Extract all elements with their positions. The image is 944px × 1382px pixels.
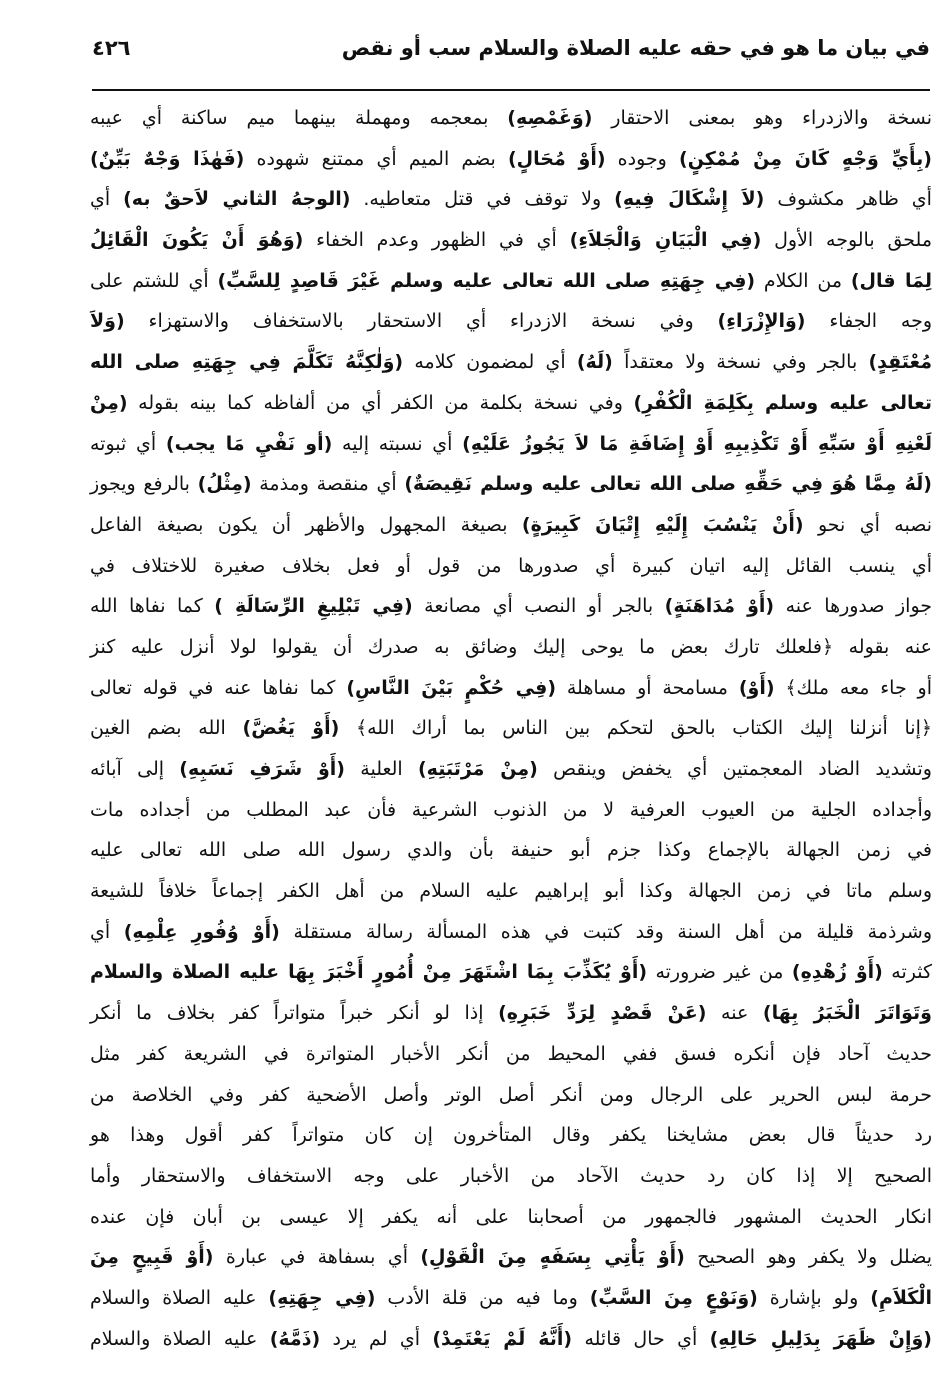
text-line xyxy=(90,139,932,180)
commentary-text: أي بسفاهة في عبارة xyxy=(213,1246,421,1269)
quoted-matn-text: وَتَوَاتَرَ الْخَبَرُ بِهَا) xyxy=(762,1002,932,1025)
commentary-text: كما نفاها عنه في قوله تعالى xyxy=(90,676,347,699)
commentary-text: ﴿إنا أنزلنا إليك الكتاب بالحق لتحكم بين الناس بما أراك الله﴾ xyxy=(339,717,932,740)
commentary-text: أي للشتم على xyxy=(90,269,218,292)
commentary-text: من غير ضرورته xyxy=(647,961,792,984)
quoted-matn-text: (لَهُ مِمَّا هُوَ فِي حَقِّهِ صلى الله تعالى عليه وسلم نَقِيصَةٌ) xyxy=(404,473,932,496)
quoted-matn-text: (وَغَمْصِهِ) xyxy=(507,107,593,129)
commentary-text: عليه الصلاة والسلام xyxy=(90,1327,270,1350)
commentary-text: رد حديثاً قال بعض مشايخنا يكفر وقال المتأخرون إن كان متواتراً كفر أقول وهذا هو xyxy=(90,1124,932,1147)
text-line xyxy=(90,464,932,505)
commentary-text: أي ظاهر مكشوف xyxy=(764,188,932,211)
quoted-matn-text: (وَلاَ xyxy=(90,310,125,333)
quoted-matn-text: (أو نَفْيِ مَا يجب) xyxy=(165,432,333,455)
quoted-matn-text: لِمَا قال) xyxy=(850,269,932,292)
commentary-text: حرمة لبس الحرير على الرجال ومن أنكر أصل الوتر وأصل الأضحية كفر وفي الخلاصة من xyxy=(90,1083,932,1106)
quoted-matn-text: (فِي حُكْمٍ بَيْنَ النَّاسِ) xyxy=(346,676,557,699)
text-line xyxy=(90,668,932,709)
commentary-text: عنه بقوله ﴿فلعلك تارك بعض ما يوحى إليك وضائق به صدرك أن يقولوا لولا أنزل عليه كنز xyxy=(90,635,932,658)
commentary-text: أي لمضمون كلامه xyxy=(403,351,577,374)
text-line xyxy=(90,1075,932,1116)
commentary-text: أو جاء معه ملك﴾ xyxy=(774,676,932,699)
quoted-matn-text: (أَوْ وُفُورِ عِلْمِهِ) xyxy=(123,920,280,943)
commentary-text: من الكلام xyxy=(755,269,851,292)
quoted-matn-text: (فِي تَبْلِيغِ الرِّسَالَةِ ) xyxy=(214,595,413,618)
quoted-matn-text: (ذَمَّهُ) xyxy=(269,1327,321,1350)
commentary-text: العلية xyxy=(345,758,418,780)
commentary-text: جواز صدورها عنه xyxy=(774,595,933,618)
text-line xyxy=(90,1237,932,1278)
quoted-matn-text: (فِي جِهَتِهِ) xyxy=(268,1286,376,1309)
text-line xyxy=(90,505,932,546)
text-line xyxy=(90,220,932,261)
header-rule xyxy=(92,89,930,91)
text-line xyxy=(90,1319,932,1360)
commentary-text: أي ثبوته xyxy=(90,432,166,455)
quoted-matn-text: لَعْنِهِ أَوْ سَبِّهِ أَوْ تَكْذِيبِهِ أَوْ إِضَافَةِ مَا لاَ يَجُوزُ عَلَيْهِ) xyxy=(462,432,933,455)
commentary-text: ولو بإشارة xyxy=(757,1286,871,1309)
commentary-text: كما نفاها الله xyxy=(90,595,215,618)
quoted-matn-text: (عَنْ قَصْدٍ لِرَدِّ خَبَرِهِ) xyxy=(498,1002,707,1025)
commentary-text: أي حال قائله xyxy=(572,1327,710,1350)
text-line xyxy=(90,301,932,342)
commentary-text: أي منقصة ومذمة xyxy=(251,473,405,496)
quoted-matn-text: الْكَلاَمِ) xyxy=(870,1286,932,1309)
commentary-text: انكار الحديث المشهور فالجمهور من أصحابنا على أنه يكفر إلا عيسى بن أبان فإن عنده xyxy=(90,1205,932,1228)
commentary-text: وفي نسخة الازدراء أي الاستحقار بالاستخفاف والاستهزاء xyxy=(124,310,718,333)
commentary-text: بمعجمه ومهملة بينهما ميم ساكنة أي عيبه xyxy=(90,107,508,129)
commentary-text: أي xyxy=(90,920,124,943)
commentary-text: وجوده xyxy=(605,147,680,170)
commentary-text: وسلم ماتا في زمن الجهالة وكذا أبو إبراهيم عليه السلام من أهل الكفر إجماعاً خلافاً للشيعة xyxy=(90,880,932,903)
commentary-text: وفي نسخة بكلمة من الكفر أي من ألفاظه كما بينه بقوله xyxy=(127,391,634,414)
commentary-text: بالرفع ويجوز xyxy=(90,473,198,496)
commentary-text: وجه الجفاء xyxy=(805,310,932,333)
text-line xyxy=(90,871,932,912)
quoted-matn-text: (الوجهُ الثاني لاَحقٌ به) xyxy=(123,188,351,211)
quoted-matn-text: (أَوْ قَبِيحٍ مِنَ xyxy=(90,1246,214,1269)
commentary-text: كثرته xyxy=(882,961,932,984)
commentary-text: ولا توقف في قتل متعاطيه. xyxy=(350,188,615,211)
text-line xyxy=(90,790,932,831)
running-header xyxy=(92,30,930,74)
commentary-text: أي نسبته إليه xyxy=(332,432,463,455)
text-line xyxy=(90,1156,932,1197)
quoted-matn-text: (مِنْ مَرْتَبَتِهِ) xyxy=(418,758,538,780)
text-line xyxy=(90,261,932,302)
text-line xyxy=(90,830,932,871)
quoted-matn-text: (وَلٰكِنَّهُ تَكَلَّمَ فِي جِهَتِهِ صلى الله xyxy=(90,351,404,374)
quoted-matn-text: (فَهٰذَا وَجْهٌ بَيِّنٌ) xyxy=(90,147,245,170)
text-line xyxy=(90,1034,932,1075)
text-line xyxy=(90,383,932,424)
page-number: ٤٢٦ xyxy=(92,36,131,60)
commentary-text: إذا لو أنكر خبراً متواتراً كفر بخلاف ما أنكر xyxy=(90,1002,499,1025)
quoted-matn-text: مُعْتَقِدٍ) xyxy=(868,351,933,374)
commentary-text: يضلل ولا يكفر وهو الصحيح xyxy=(684,1246,932,1269)
text-line xyxy=(90,952,932,993)
quoted-matn-text: (أَوْ زُهْدِهِ) xyxy=(791,961,883,984)
quoted-matn-text: (لَهُ) xyxy=(576,351,613,374)
quoted-matn-text: (وَهُوَ أَنْ يَكُونَ الْقَائِلُ xyxy=(90,229,304,252)
commentary-text: بضم الميم أي ممتنع شهوده xyxy=(244,147,508,170)
text-line xyxy=(90,627,932,668)
quoted-matn-text: (مِثْلُ) xyxy=(197,473,252,496)
text-line xyxy=(90,708,932,749)
commentary-text: وما فيه من قلة الأدب xyxy=(375,1286,590,1309)
running-title: في بيان ما هو في حقه عليه الصلاة والسلام سب أو نقص xyxy=(341,36,930,60)
commentary-text: بصيغة المجهول والأظهر أن يكون بصيغة الفاعل xyxy=(90,513,522,536)
commentary-text: بالجر أو النصب أي مصانعة xyxy=(412,595,665,618)
commentary-text: الصحيح إلا إذا كان رد حديث الآحاد من الأخبار على وجه الاستخفاف والاستحقار وأما xyxy=(90,1164,932,1187)
text-line xyxy=(90,912,932,953)
commentary-text: وتشديد الضاد المعجمتين أي يخفض وينقص xyxy=(537,758,932,780)
commentary-text: في زمن الجهالة بالإجماع وكذا جزم أبو حنيفة بأن والدي رسول الله صلى الله تعالى عليه xyxy=(90,839,932,862)
commentary-text: أي لم يرد xyxy=(320,1327,433,1350)
quoted-matn-text: (لاَ إِشْكَالَ فِيهِ) xyxy=(614,188,765,211)
quoted-matn-text: (أَوْ يَأْتِي بِسَفَهٍ مِنَ الْقَوْلِ) xyxy=(420,1246,685,1269)
quoted-matn-text: (أَنَّهُ لَمْ يَعْتَمِدْ) xyxy=(432,1327,573,1350)
commentary-text: وأجداده الجلية من العيوب العرفية لا من الذنوب الشرعية فأن عبد المطلب من أجداده مات xyxy=(90,798,932,821)
text-line xyxy=(90,546,932,587)
quoted-matn-text: (أَوْ مُدَاهَنَةٍ) xyxy=(664,595,775,618)
quoted-matn-text: (وَالإِزْرَاءِ) xyxy=(717,310,806,333)
text-line xyxy=(90,424,932,465)
quoted-matn-text: (أَوْ) xyxy=(738,676,775,699)
text-line xyxy=(90,179,932,220)
text-line xyxy=(90,1197,932,1238)
quoted-matn-text: (أَوْ شَرَفِ نَسَبِهِ) xyxy=(179,758,345,780)
commentary-text: الله بضم الغين xyxy=(90,717,243,740)
text-line xyxy=(90,749,932,790)
commentary-text: نسخة والازدراء وهو بمعنى الاحتقار xyxy=(592,107,932,129)
quoted-matn-text: (أَوْ مُحَالٍ) xyxy=(508,147,606,170)
text-line xyxy=(90,98,932,139)
quoted-matn-text: (أَوْ يَغُضَّ) xyxy=(242,717,340,740)
commentary-text: عليه الصلاة والسلام xyxy=(90,1286,269,1309)
text-line xyxy=(90,586,932,627)
page-body xyxy=(90,98,932,1359)
commentary-text: وشرذمة قليلة من أهل السنة وقد كتبت في هذه المسألة رسالة مستقلة xyxy=(279,920,932,943)
quoted-matn-text: (وَإِنْ ظَهَرَ بِدَلِيلِ حَالِهِ) xyxy=(709,1327,932,1350)
quoted-matn-text: (أَوْ يُكَذِّبَ بِمَا اشْتَهَرَ مِنْ أُمُورٍ أَخْبَرَ بِهَا عليه الصلاة والسلام xyxy=(90,961,648,984)
quoted-matn-text: (فِي الْبَيَانِ وَالْجَلاَءِ) xyxy=(569,229,762,252)
quoted-matn-text: (بِأَيِّ وَجْهٍ كَانَ مِنْ مُمْكِنٍ) xyxy=(679,147,932,170)
text-line xyxy=(90,1115,932,1156)
commentary-text: أي في الظهور وعدم الخفاء xyxy=(303,229,570,252)
commentary-text: أي xyxy=(90,188,124,211)
commentary-text: بالجر وفي نسخة ولا معتقداً xyxy=(612,351,869,374)
commentary-text: إلى آبائه xyxy=(90,758,180,780)
commentary-text: ملحق بالوجه الأول xyxy=(761,229,933,252)
commentary-text: أي ينسب القائل إليه اتيان كبيرة أي صدورها من قول أو فعل بخلاف صغيرة للاختلاف في xyxy=(90,554,932,577)
text-line xyxy=(90,1278,932,1319)
text-line xyxy=(90,342,932,383)
quoted-matn-text: (وَنَوْعٍ مِنَ السَّبِّ) xyxy=(589,1286,758,1309)
text-line xyxy=(90,993,932,1034)
commentary-text: عنه xyxy=(706,1002,763,1025)
quoted-matn-text: (أَنْ يَنْسُبَ إِلَيْهِ إِتْيَانَ كَبِيرَةٍ) xyxy=(521,513,804,536)
commentary-text: حديث آحاد فإن أنكره فسق ففي المحيط من أنكر الأخبار المتواترة في الشريعة كفر مثل xyxy=(90,1042,932,1065)
commentary-text: نصبه أي نحو xyxy=(803,513,932,536)
commentary-text: مسامحة أو مساهلة xyxy=(556,676,739,699)
quoted-matn-text: تعالى عليه وسلم بِكَلِمَةِ الْكُفْرِ) xyxy=(633,391,932,414)
quoted-matn-text: (فِي جِهَتِهِ صلى الله تعالى عليه وسلم غَيْرَ قَاصِدٍ لِلسَّبِّ) xyxy=(217,269,756,292)
quoted-matn-text: (مِنْ xyxy=(90,391,128,414)
